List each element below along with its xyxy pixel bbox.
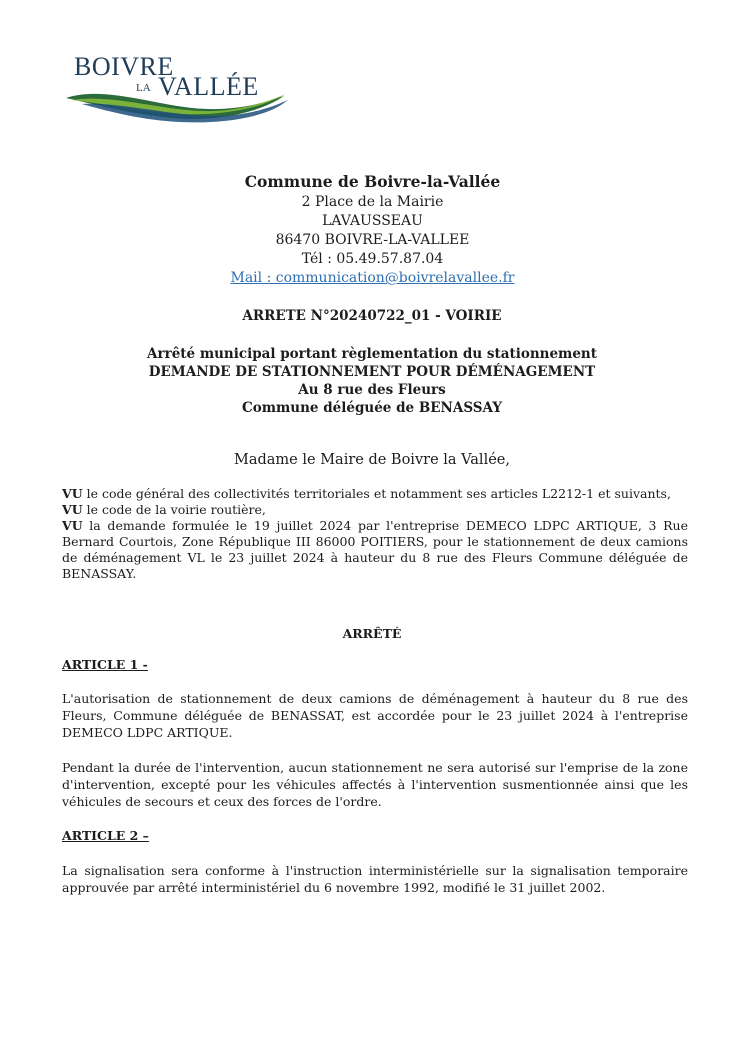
greeting: Madame le Maire de Boivre la Vallée, [234, 452, 510, 468]
boivre-la-vallee-logo [62, 48, 292, 128]
commune-header [100, 172, 645, 288]
vu-item [62, 502, 688, 518]
vu-text: le code de la voirie routière, [82, 502, 266, 517]
vu-section [62, 486, 688, 582]
vu-item [62, 486, 688, 502]
address-line-3: 86470 BOIVRE-LA-VALLEE [275, 232, 470, 248]
article-1-title: ARTICLE 1 - [62, 657, 148, 672]
subject-line-1: Arrêté municipal portant règlementation du stationnement [147, 346, 597, 362]
commune-name: Commune de Boivre-la-Vallée [244, 172, 501, 191]
vu-prefix: VU [62, 518, 83, 533]
vu-item [62, 518, 688, 582]
vu-prefix: VU [62, 486, 83, 501]
vu-text: la demande formulée le 19 juillet 2024 par l'entreprise DEMECO LDPC ARTIQUE, 3 Rue Bernard Courtois, Zone République III 86000 POITIERS, pour le stationnement de deux camions de déménagement VL le 23 juillet 2024 à hauteur du 8 rue des Fleurs Commune déléguée de BENASSAY. [62, 518, 688, 581]
logo-word-la: LA [136, 82, 151, 94]
vu-text: le code général des collectivités territoriales et notamment ses articles L2212-1 et suivants, [82, 486, 671, 501]
arrete-number: ARRETE N°20240722_01 - VOIRIE [242, 308, 502, 324]
mail-link[interactable]: Mail : communication@boivrelavallee.fr [230, 270, 515, 286]
article-1-paragraph-2: Pendant la durée de l'intervention, aucun stationnement ne sera autorisé sur l'emprise de la zone d'intervention, excepté pour les véhicules affectés à l'intervention susmentionnée ainsi que les véhicules de secours et ceux des forces de l'ordre. [62, 760, 688, 809]
article-2-paragraph-1: La signalisation sera conforme à l'instruction interministérielle sur la signalisation temporaire approuvée par arrêté interministériel du 6 novembre 1992, modifié le 31 juillet 2002. [62, 863, 688, 895]
subject-line-3: Au 8 rue des Fleurs [298, 382, 446, 398]
phone-number: Tél : 05.49.57.87.04 [301, 251, 444, 267]
logo-word-vallee: VALLÉE [158, 72, 259, 101]
logo-swoosh-icon [62, 78, 292, 126]
vu-prefix: VU [62, 502, 83, 517]
subject-line-4: Commune déléguée de BENASSAY [241, 400, 502, 416]
logo-word-boivre: BOIVRE [74, 52, 174, 81]
address-line-2: LAVAUSSEAU [322, 213, 423, 229]
arrete-subject [62, 345, 682, 417]
article-1-paragraph-1: L'autorisation de stationnement de deux camions de déménagement à hauteur du 8 rue des Fleurs, Commune déléguée de BENASSAT, est accordée pour le 23 juillet 2024 à l'entreprise DEMECO LDPC ARTIQUE. [62, 691, 688, 740]
article-2-title: ARTICLE 2 – [62, 828, 149, 843]
address-line-1: 2 Place de la Mairie [301, 194, 444, 210]
subject-line-2: DEMANDE DE STATIONNEMENT POUR DÉMÉNAGEMENT [148, 364, 596, 380]
arrete-heading: ARRÊTÉ [342, 626, 402, 641]
